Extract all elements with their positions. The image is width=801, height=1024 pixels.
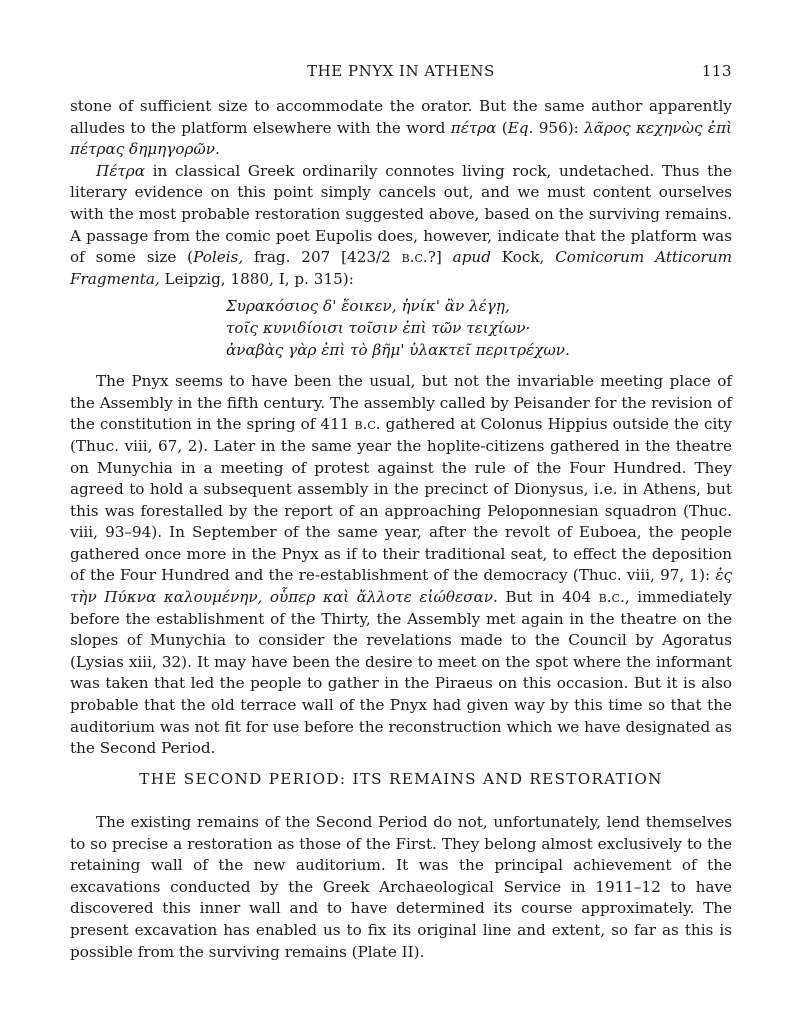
greek-phrase: ἐς τὴν Πύκνα καλουμένην, οὗπερ καὶ ἄλλοτε εἰώθεσαν. bbox=[70, 566, 732, 607]
text-run: The Pnyx seems to have been the usual, but not the invariable meeting place of the Assembly in the fifth century. The assembly called by Peisander for the revision of the constitution in the spring of 411 bbox=[70, 372, 732, 434]
text-run: ?] bbox=[427, 248, 453, 267]
greek-word: Πέτρα bbox=[96, 161, 145, 180]
text-run: frag. 207 [423/2 bbox=[243, 248, 402, 267]
paragraph-2 bbox=[70, 161, 732, 291]
text-run: gathered at Colonus Hippius outside the city (Thuc. viii, 67, 2). Later in the same year the hoplite-citizens gathered in the theatre on Munychia in a meeting of protest against the rule of the Four Hundred. They agreed to hold a subsequent assembly in the precinct of Dionysus, i.e. in Athens, but this was forestalled by the report of an approaching Peloponnesian squadron (Thuc. viii, 93–94). In September of the same year, after the revolt of Euboea, the people gathered once more in the Pnyx as if to their traditional seat, to effect the deposition of the Four Hundred and the re-establishment of the democracy (Thuc. viii, 97, 1): bbox=[70, 415, 732, 585]
quote-line: ἀναβὰς γὰρ ἐπὶ τὸ βῆμ' ὑλακτεῖ περιτρέχων. bbox=[226, 340, 570, 359]
paragraph-3 bbox=[70, 371, 732, 760]
era-abbrev: b.c. bbox=[401, 248, 428, 267]
paragraph-4: The existing remains of the Second Period do not, unfortunately, lend themselves to so precise a restoration as those of the First. They belong almost exclusively to the retaining wall of the new auditorium. It was the principal achievement of the excavations conducted by the Greek Archaeological Service in 1911–12 to have discovered this inner wall and to have determined its course approximately. The present excavation has enabled us to fix its original line and extent, so far as this is possible from the surviving remains (Plate II). bbox=[70, 813, 732, 961]
text-run: ( bbox=[496, 118, 508, 137]
running-head bbox=[70, 62, 732, 82]
work-title: Poleis, bbox=[193, 248, 244, 267]
quote-line: Συρακόσιος δ' ἔοικεν, ἡνίκ' ἂν λέγῃ, bbox=[226, 297, 510, 316]
era-abbrev: b.c., bbox=[598, 588, 630, 607]
citation-abbrev: Eq. bbox=[507, 118, 534, 137]
greek-phrase: λᾶρος κεχηνὼς ἐπὶ πέτρας δημηγορῶν. bbox=[70, 118, 732, 159]
text-run: 956): bbox=[533, 118, 585, 137]
page-number: 113 bbox=[701, 62, 732, 80]
greek-quotation bbox=[226, 296, 732, 361]
text-run: Kock, bbox=[490, 248, 556, 267]
text-run: in classical Greek ordinarily connotes living rock, undetached. Thus the literary evidence on this point simply cancels out, and we must content ourselves with the most probable restoration suggested above, based on the surviving remains. A passage from the comic poet Eupolis does, however, indicate that the platform was of some size ( bbox=[70, 161, 732, 267]
quote-line: τοῖς κυνιδίοισι τοῖσιν ἐπὶ τῶν τειχίων· bbox=[226, 318, 531, 337]
paragraph-1 bbox=[70, 96, 732, 161]
latin-word: apud bbox=[452, 248, 491, 267]
text-run: stone of sufficient size to accommodate the orator. But the same author apparently alludes to the platform elsewhere with the word bbox=[70, 97, 732, 137]
section-heading: THE SECOND PERIOD: ITS REMAINS AND RESTORATION bbox=[139, 770, 663, 788]
work-title: Comicorum Atticorum Fragmenta, bbox=[70, 248, 732, 288]
text-run: immediately before the establishment of the Thirty, the Assembly met again in the theatre on the slopes of Munychia to consider the revelations made to the Council by Agoratus (Lysias xiii, 32). It may have been the desire to meet on the spot where the informant was taken that led the people to gather in the Piraeus on this occasion. But it is also probable that the old terrace wall of the Pnyx had given way by this time so that the auditorium was not fit for use before the reconstruction which we have designated as the Second Period. bbox=[70, 588, 733, 758]
running-title: THE PNYX IN ATHENS bbox=[307, 62, 495, 80]
text-run: But in 404 bbox=[497, 588, 599, 607]
era-abbrev: b.c. bbox=[354, 415, 381, 434]
greek-word: πέτρα bbox=[450, 118, 497, 137]
body-text bbox=[70, 96, 732, 760]
text-run: Leipzig, 1880, I, p. 315): bbox=[159, 269, 354, 288]
section-body bbox=[70, 812, 732, 963]
